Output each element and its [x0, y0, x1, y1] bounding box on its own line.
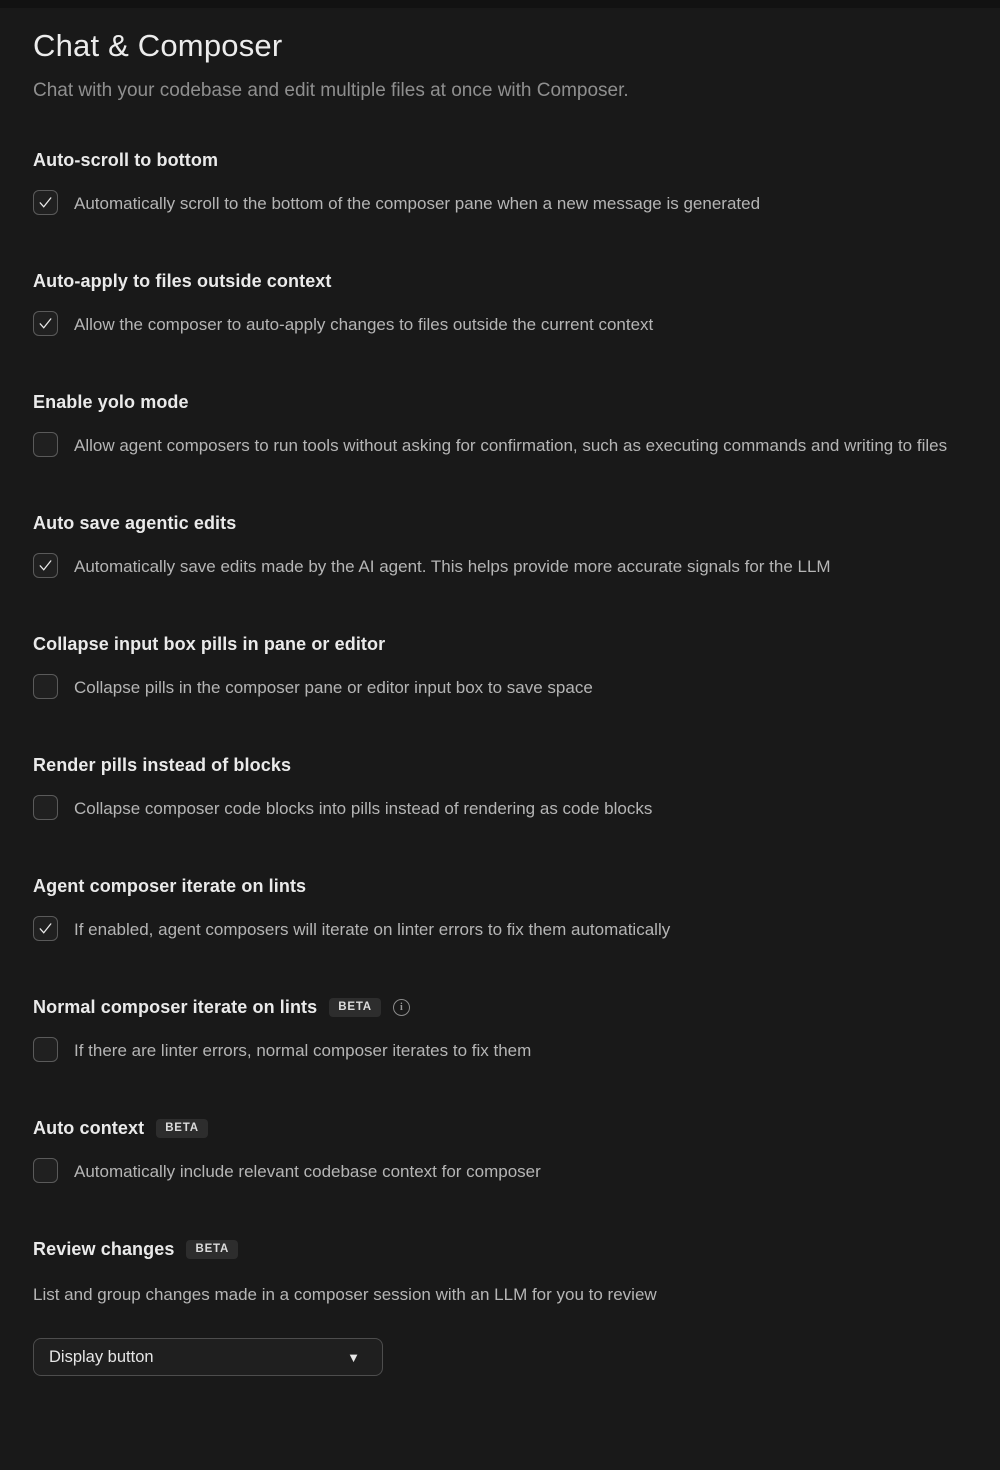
page-title: Chat & Composer: [33, 28, 283, 63]
info-icon[interactable]: i: [393, 999, 410, 1016]
setting-description: If enabled, agent composers will iterate on linter errors to fix them automatically: [74, 920, 671, 939]
checkbox-checked[interactable]: [33, 311, 58, 336]
review-changes-dropdown[interactable]: [33, 1338, 383, 1376]
setting-heading-row: [33, 634, 970, 655]
setting-row: [33, 433, 970, 459]
setting-section: [33, 271, 970, 338]
setting-heading-row: [33, 1239, 970, 1260]
setting-description: Collapse pills in the composer pane or editor input box to save space: [74, 678, 593, 697]
setting-row: [33, 554, 970, 580]
checkbox-checked[interactable]: [33, 553, 58, 578]
setting-heading: Auto-apply to files outside context: [33, 271, 332, 291]
setting-section: [33, 997, 970, 1064]
setting-row: [33, 312, 970, 338]
setting-heading: Review changes: [33, 1239, 175, 1259]
setting-description: List and group changes made in a composer session with an LLM for you to review: [33, 1285, 657, 1304]
setting-section: [33, 755, 970, 822]
checkbox-unchecked[interactable]: [33, 674, 58, 699]
setting-row: [33, 796, 970, 822]
checkbox-unchecked[interactable]: [33, 432, 58, 457]
checkbox-unchecked[interactable]: [33, 1158, 58, 1183]
setting-description: Collapse composer code blocks into pills instead of rendering as code blocks: [74, 799, 653, 818]
setting-description: Automatically scroll to the bottom of the composer pane when a new message is generated: [74, 194, 761, 213]
setting-heading-row: [33, 755, 970, 776]
setting-heading: Auto-scroll to bottom: [33, 150, 219, 170]
setting-row: [33, 917, 970, 943]
setting-heading: Collapse input box pills in pane or editor: [33, 634, 386, 654]
chat-composer-settings-page: [0, 8, 1000, 1470]
setting-heading: Render pills instead of blocks: [33, 755, 292, 775]
caret-down-icon: ▼: [347, 1349, 360, 1365]
setting-heading: Agent composer iterate on lints: [33, 876, 307, 896]
beta-badge: BETA: [329, 998, 381, 1018]
setting-heading-row: [33, 997, 970, 1018]
setting-description: Allow the composer to auto-apply changes to files outside the current context: [74, 315, 654, 334]
setting-section: [33, 513, 970, 580]
setting-description: Automatically save edits made by the AI agent. This helps provide more accurate signals for the LLM: [74, 557, 831, 576]
setting-heading: Enable yolo mode: [33, 392, 189, 412]
setting-description: If there are linter errors, normal composer iterates to fix them: [74, 1041, 532, 1060]
setting-section: [33, 876, 970, 943]
beta-badge: BETA: [156, 1119, 208, 1139]
setting-section: [33, 150, 970, 217]
setting-description: Allow agent composers to run tools without asking for confirmation, such as executing commands and writing to files: [74, 436, 948, 455]
setting-section: [33, 1118, 970, 1185]
setting-row: [33, 675, 970, 701]
setting-heading-row: [33, 150, 970, 171]
setting-description: Automatically include relevant codebase context for composer: [74, 1162, 541, 1181]
setting-heading: Auto save agentic edits: [33, 513, 237, 533]
setting-heading-row: [33, 392, 970, 413]
setting-heading-row: [33, 513, 970, 534]
setting-row: [33, 1159, 970, 1185]
setting-row: [33, 191, 970, 217]
setting-review-changes: [33, 1239, 970, 1376]
setting-heading: Normal composer iterate on lints: [33, 997, 318, 1017]
setting-section: [33, 634, 970, 701]
setting-heading-row: [33, 1118, 970, 1139]
setting-heading-row: [33, 876, 970, 897]
page-subtitle: Chat with your codebase and edit multiple files at once with Composer.: [33, 80, 629, 101]
page-header: [33, 28, 970, 102]
beta-badge: BETA: [186, 1240, 238, 1260]
checkbox-checked[interactable]: [33, 916, 58, 941]
settings-list: [33, 150, 970, 1185]
checkbox-unchecked[interactable]: [33, 1037, 58, 1062]
checkbox-checked[interactable]: [33, 190, 58, 215]
setting-heading: Auto context: [33, 1118, 145, 1138]
top-edge-strip: [0, 0, 1000, 8]
setting-row: [33, 1038, 970, 1064]
checkbox-unchecked[interactable]: [33, 795, 58, 820]
setting-heading-row: [33, 271, 970, 292]
setting-section: [33, 392, 970, 459]
dropdown-selected-value: Display button: [49, 1347, 154, 1366]
